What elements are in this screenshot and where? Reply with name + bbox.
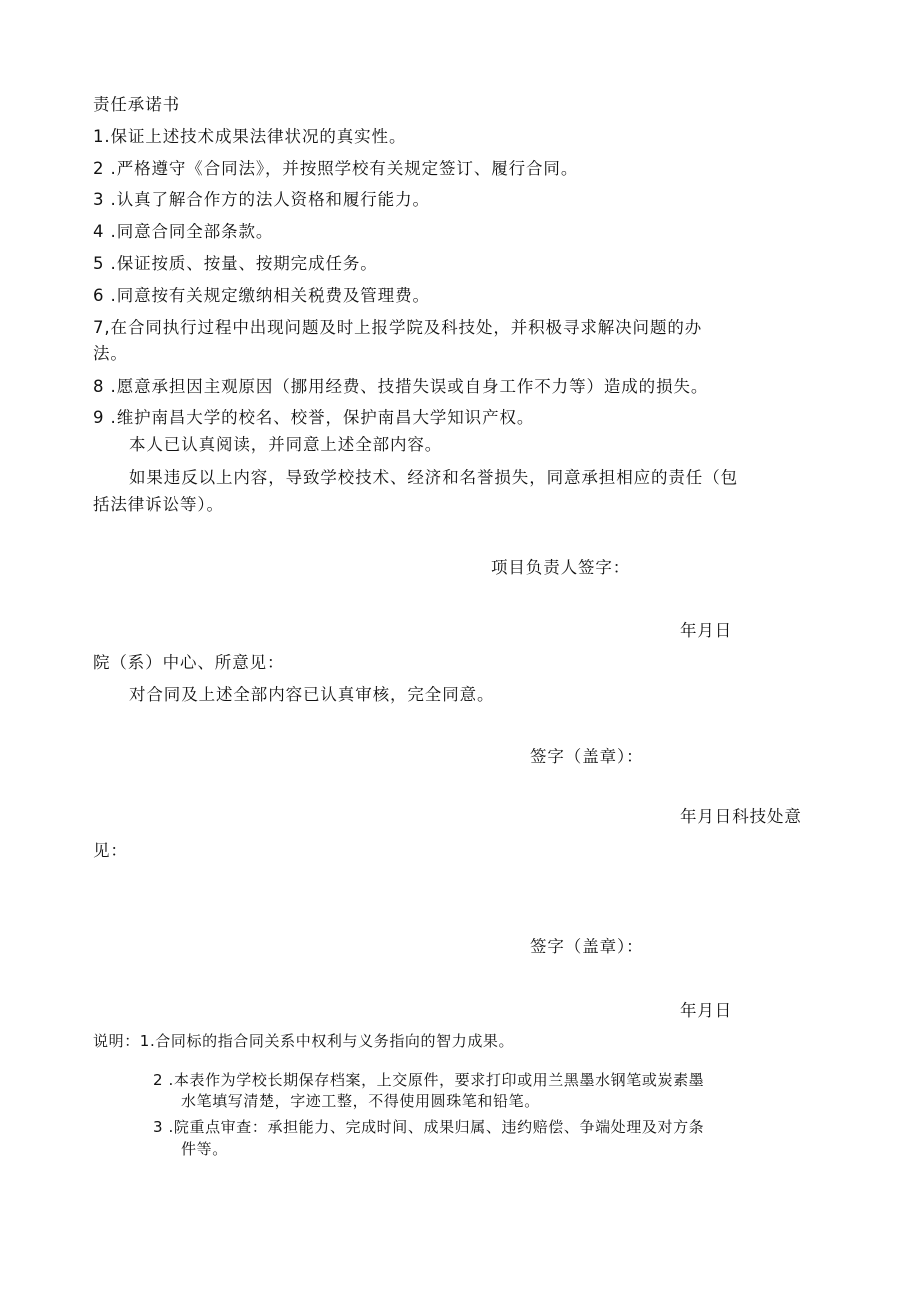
note-1: 说明：1.合同标的指合同关系中权利与义务指向的智力成果。 (93, 1032, 515, 1050)
department-opinion-text: 对合同及上述全部内容已认真审核，完全同意。 (129, 685, 495, 704)
read-statement: 本人已认真阅读，并同意上述全部内容。 (129, 435, 443, 454)
department-opinion-label: 院（系）中心、所意见： (93, 653, 285, 672)
commitment-item-3: 3 .认真了解合作方的法人资格和履行能力。 (93, 190, 430, 209)
commitment-item-4: 4 .同意合同全部条款。 (93, 222, 274, 241)
note-2-line-1: 2 .本表作为学校长期保存档案，上交原件，要求打印或用兰黑墨水钢笔或炭素墨 (153, 1071, 705, 1089)
commitment-item-5: 5 .保证按质、按量、按期完成任务。 (93, 254, 378, 273)
commitment-item-6: 6 .同意按有关规定缴纳相关税费及管理费。 (93, 286, 430, 305)
note-2-line-2: 水笔填写清楚，字迹工整，不得使用圆珠笔和铅笔。 (181, 1092, 540, 1110)
commitment-item-8: 8 .愿意承担因主观原因（挪用经费、技措失误或自身工作不力等）造成的损失。 (93, 377, 709, 396)
date-line-2-with-sci-office-label: 年月日科技处意 (680, 807, 802, 826)
commitment-item-9: 9 .维护南昌大学的校名、校誉，保护南昌大学知识产权。 (93, 408, 535, 427)
commitment-item-7-line-1: 7,在合同执行过程中出现问题及时上报学院及科技处，并积极寻求解决问题的办 (93, 318, 703, 337)
department-signature-label: 签字（盖章）： (530, 747, 644, 766)
sci-office-opinion-label-cont: 见： (93, 841, 128, 860)
commitment-item-7-line-2: 法。 (93, 344, 128, 363)
violation-statement-line-2: 括法律诉讼等）。 (93, 495, 224, 514)
note-3-line-1: 3 .院重点审查：承担能力、完成时间、成果归属、违约赔偿、争端处理及对方条 (153, 1118, 705, 1136)
commitment-item-1: 1.保证上述技术成果法律状况的真实性。 (93, 127, 407, 146)
violation-statement-line-1: 如果违反以上内容，导致学校技术、经济和名誉损失，同意承担相应的责任（包 (129, 468, 738, 487)
project-leader-signature-label: 项目负责人签字： (491, 558, 631, 577)
sci-office-signature-label: 签字（盖章）： (530, 937, 644, 956)
date-line-1: 年月日 (680, 621, 733, 640)
note-3-line-2: 件等。 (181, 1140, 228, 1158)
date-line-3: 年月日 (680, 1001, 733, 1020)
document-title: 责任承诺书 (93, 95, 180, 114)
commitment-item-2: 2 .严格遵守《合同法》，并按照学校有关规定签订、履行合同。 (93, 159, 579, 178)
